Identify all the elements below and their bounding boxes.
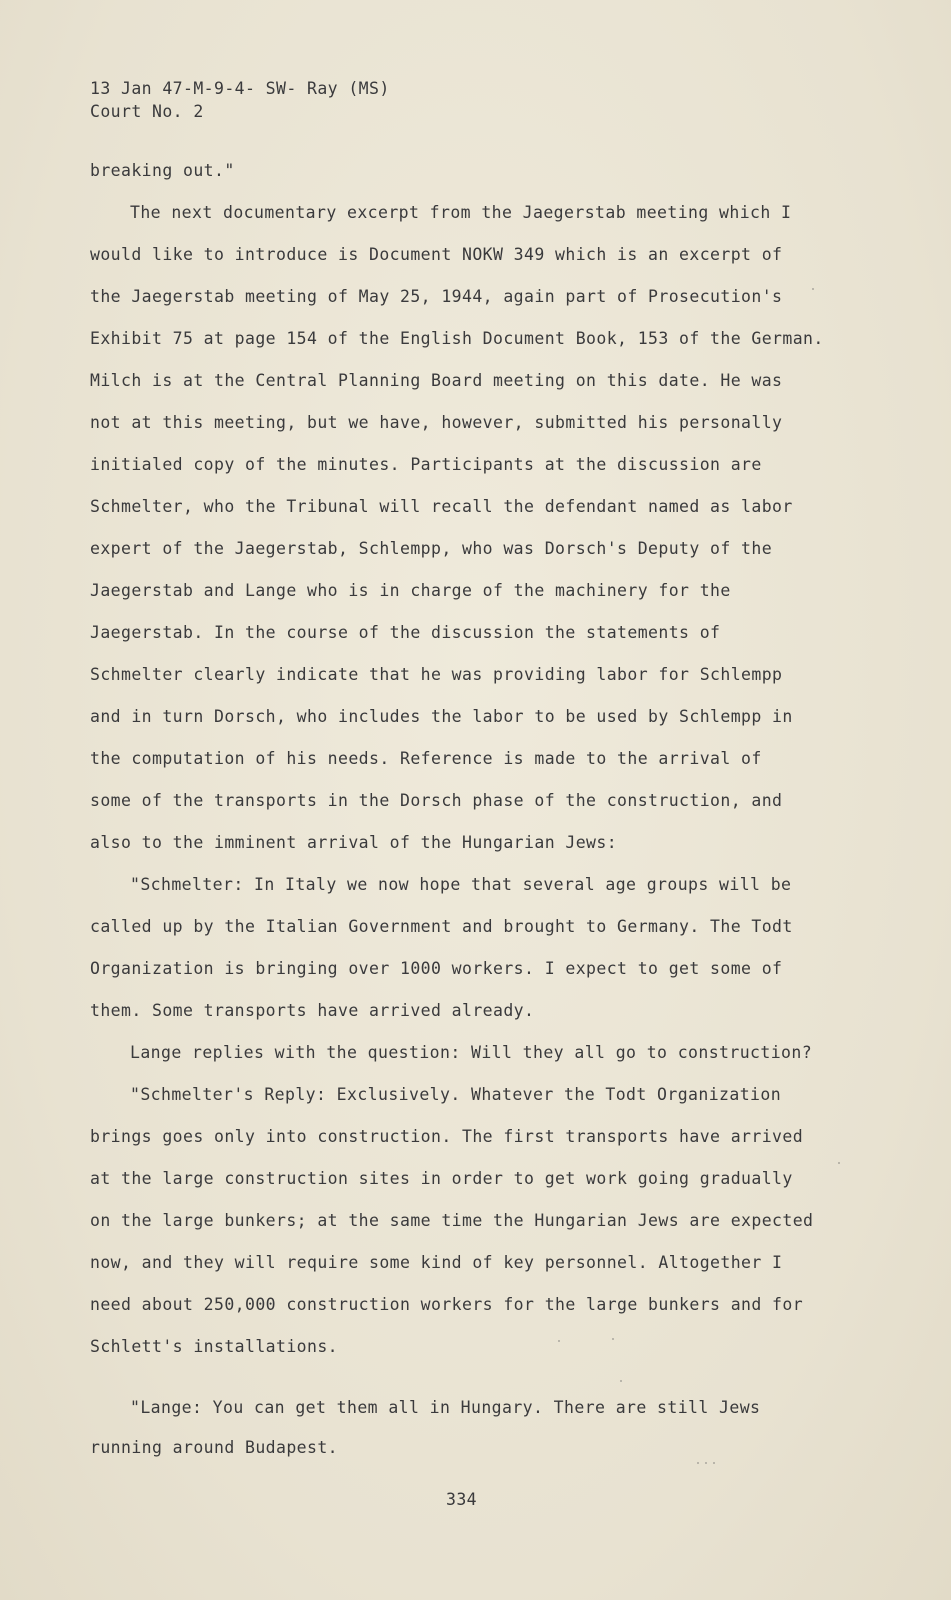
body-line: would like to introduce is Document NOKW 349 which is an excerpt of xyxy=(90,245,783,264)
body-line: at the large construction sites in order to get work going gradually xyxy=(90,1169,793,1188)
body-line: Exhibit 75 at page 154 of the English Document Book, 153 of the German. xyxy=(90,329,824,348)
body-line: Jaegerstab. In the course of the discussion the statements of xyxy=(90,623,721,642)
paper-speck xyxy=(838,1162,840,1164)
paper-speck xyxy=(620,1380,622,1382)
body-line: Schmelter, who the Tribunal will recall the defendant named as labor xyxy=(90,497,793,516)
body-line: running around Budapest. xyxy=(90,1438,339,1457)
body-line: expert of the Jaegerstab, Schlempp, who was Dorsch's Deputy of the xyxy=(90,539,773,558)
body-line: also to the imminent arrival of the Hungarian Jews: xyxy=(90,833,618,852)
body-line: the Jaegerstab meeting of May 25, 1944, again part of Prosecution's xyxy=(90,287,783,306)
paper-speck xyxy=(558,1340,560,1342)
body-line: now, and they will require some kind of key personnel. Altogether I xyxy=(90,1253,783,1272)
body-line: the computation of his needs. Reference is made to the arrival of xyxy=(90,749,762,768)
body-line: need about 250,000 construction workers for the large bunkers and for xyxy=(90,1295,804,1314)
body-line: "Schmelter: In Italy we now hope that several age groups will be xyxy=(130,875,792,894)
page-number: 334 xyxy=(446,1490,478,1509)
body-line: not at this meeting, but we have, however, submitted his personally xyxy=(90,413,783,432)
paper-speck xyxy=(705,1462,707,1464)
body-line: brings goes only into construction. The first transports have arrived xyxy=(90,1127,804,1146)
body-line: Organization is bringing over 1000 workers. I expect to get some of xyxy=(90,959,783,978)
body-line: called up by the Italian Government and brought to Germany. The Todt xyxy=(90,917,793,936)
body-line: The next documentary excerpt from the Jaegerstab meeting which I xyxy=(130,203,792,222)
body-line: and in turn Dorsch, who includes the labor to be used by Schlempp in xyxy=(90,707,793,726)
body-line: them. Some transports have arrived already. xyxy=(90,1001,535,1020)
body-line: Schlett's installations. xyxy=(90,1337,339,1356)
body-line: Lange replies with the question: Will they all go to construction? xyxy=(130,1043,813,1062)
paper-speck xyxy=(697,1462,699,1464)
header-line-1: 13 Jan 47-M-9-4- SW- Ray (MS) xyxy=(90,79,390,98)
paper-speck xyxy=(612,1338,614,1340)
body-line: "Lange: You can get them all in Hungary. There are still Jews xyxy=(130,1398,761,1417)
body-line: initialed copy of the minutes. Participants at the discussion are xyxy=(90,455,762,474)
body-line: on the large bunkers; at the same time the Hungarian Jews are expected xyxy=(90,1211,814,1230)
body-line: "Schmelter's Reply: Exclusively. Whatever the Todt Organization xyxy=(130,1085,782,1104)
body-line: Milch is at the Central Planning Board meeting on this date. He was xyxy=(90,371,783,390)
paper-speck xyxy=(713,1462,715,1464)
body-line: breaking out." xyxy=(90,161,235,180)
paper-speck xyxy=(812,288,814,290)
body-line: Schmelter clearly indicate that he was providing labor for Schlempp xyxy=(90,665,783,684)
header-line-2: Court No. 2 xyxy=(90,102,204,121)
body-line: some of the transports in the Dorsch phase of the construction, and xyxy=(90,791,783,810)
body-line: Jaegerstab and Lange who is in charge of the machinery for the xyxy=(90,581,731,600)
